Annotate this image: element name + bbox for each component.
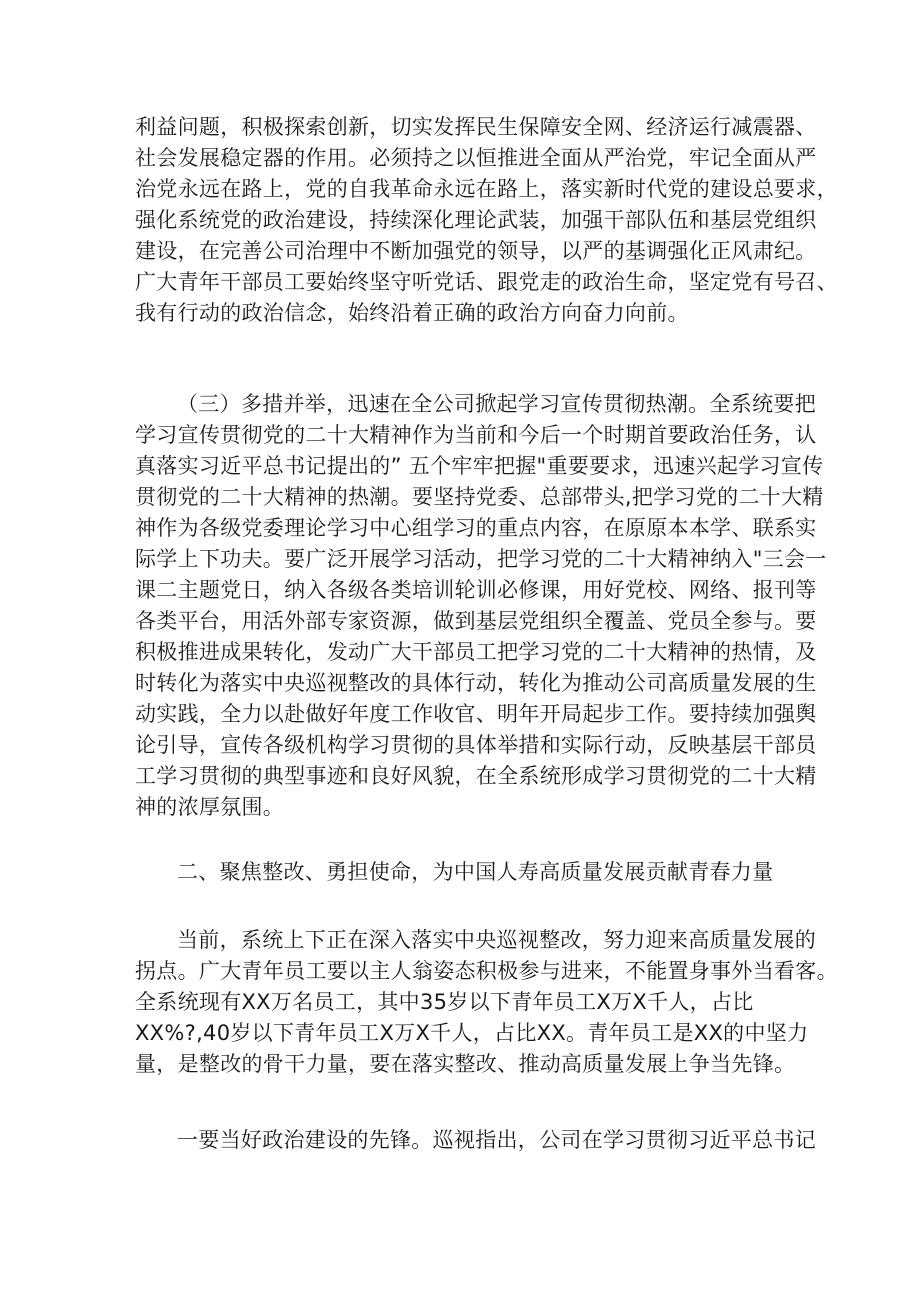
paragraph-political-pioneer xyxy=(135,1125,816,1156)
text-line: 贯彻党的二十大精神的热潮。要坚持党委、总部带头,把学习党的二十大精 xyxy=(135,485,824,509)
text-line: 一要当好政治建设的先锋。巡视指出，公司在学习贯彻习近平总书记 xyxy=(177,1128,816,1152)
text-line: 治党永远在路上，党的自我革命永远在路上，落实新时代党的建设总要求， xyxy=(135,177,838,201)
section-heading xyxy=(135,857,795,888)
paragraph-multiple-measures xyxy=(135,389,827,823)
text-line: 神作为各级党委理论学习中心组学习的重点内容，在原原本本学、联系实 xyxy=(135,516,817,540)
paragraph-party-governance xyxy=(135,112,838,329)
text-line: 建设，在完善公司治理中不断加强党的领导，以严的基调强化正风肃纪。 xyxy=(135,239,817,263)
text-line: （三）多措并举，迅速在全公司掀起学习宣传贯彻热潮。全系统要把 xyxy=(177,392,816,416)
text-line: 社会发展稳定器的作用。必须持之以恒推进全面从严治党，牢记全面从严 xyxy=(135,146,817,170)
text-line: 我有行动的政治信念，始终沿着正确的政治方向奋力向前。 xyxy=(135,301,689,325)
text-line: 全系统现有XX万名员工，其中35岁以下青年员工X万X千人，占比 xyxy=(135,990,754,1014)
text-line: XX%?,40岁以下青年员工X万X千人，占比XX。青年员工是XX的中坚力 xyxy=(135,1021,809,1045)
text-line: 积极推进成果转化，发动广大干部员工把学习党的二十大精神的热情，及 xyxy=(135,640,817,664)
text-line: 真落实习近平总书记提出的” 五个牢牢把握"重要要求，迅速兴起学习宣传 xyxy=(135,454,824,478)
text-line: 拐点。广大青年员工要以主人翁姿态积极参与进来，不能置身事外当看客。 xyxy=(135,959,838,983)
text-line: 课二主题党日，纳入各级各类培训轮训必修课，用好党校、网络、报刊等 xyxy=(135,578,817,602)
text-line: 时转化为落实中央巡视整改的具体行动，转化为推动公司高质量发展的生 xyxy=(135,671,817,695)
text-line: 利益问题，积极探索创新，切实发挥民生保障安全网、经济运行减震器、 xyxy=(135,115,817,139)
heading-text: 二、聚焦整改、勇担使命，为中国人寿高质量发展贡献青春力量 xyxy=(177,860,774,884)
paragraph-rectification xyxy=(135,925,838,1080)
text-line: 学习宣传贯彻党的二十大精神作为当前和今后一个时期首要政治任务，认 xyxy=(135,423,817,447)
text-line: 神的浓厚氛围。 xyxy=(135,795,285,819)
text-line: 当前，系统上下正在深入落实中央巡视整改，努力迎来高质量发展的 xyxy=(177,928,816,952)
text-line: 强化系统党的政治建设，持续深化理论武装，加强干部队伍和基层党组织 xyxy=(135,208,817,232)
text-line: 各类平台，用活外部专家资源，做到基层党组织全覆盖、党员全参与。要 xyxy=(135,609,817,633)
text-line: 论引导，宣传各级机构学习贯彻的具体举措和实际行动，反映基层干部员 xyxy=(135,733,817,757)
text-line: 工学习贯彻的典型事迹和良好风貌，在全系统形成学习贯彻党的二十大精 xyxy=(135,764,817,788)
text-line: 际学上下功夫。要广泛开展学习活动，把学习党的二十大精神纳入"三会一 xyxy=(135,547,827,571)
text-line: 量，是整改的骨干力量，要在落实整改、推动高质量发展上争当先锋。 xyxy=(135,1052,796,1076)
text-line: 动实践，全力以赴做好年度工作收官、明年开局起步工作。要持续加强舆 xyxy=(135,702,817,726)
text-line: 广大青年干部员工要始终坚守听党话、跟党走的政治生命，坚定党有号召、 xyxy=(135,270,838,294)
